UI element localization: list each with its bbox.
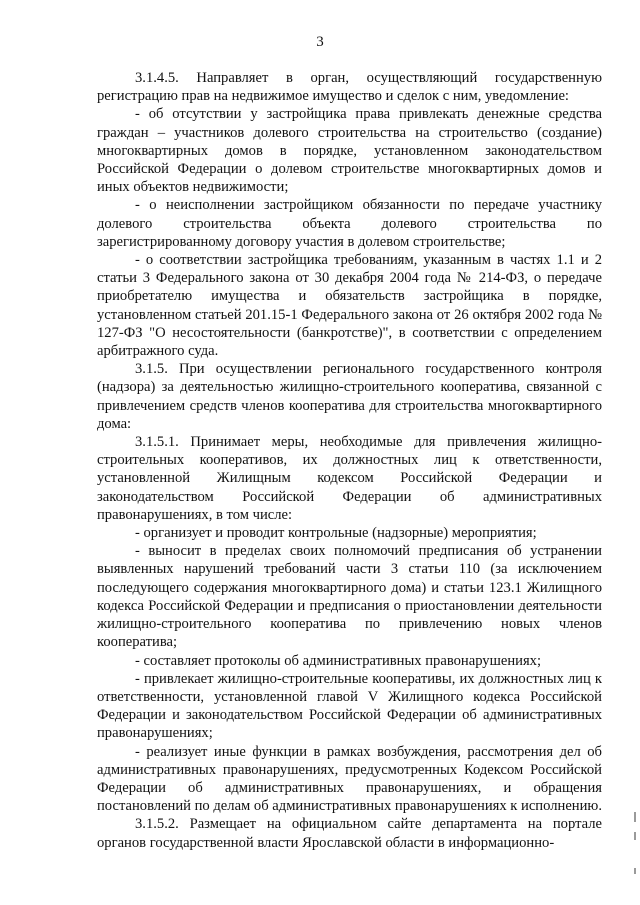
- paragraph-3-1-5: 3.1.5. При осуществлении регионального государственного контроля (надзора) за деятельностью жилищно-строительного кооператива, связанной с привлечением средств членов кооператива для строительства многоквартирного дома:: [97, 361, 602, 432]
- paragraph-developer-compliance: - о соответствии застройщика требованиям, указанным в частях 1.1 и 2 статьи 3 Федерального закона от 30 декабря 2004 года № 214-ФЗ, о передаче приобретателю имущества и обязательств застройщика в порядке, установленном статьей 201.15-1 Федерального закона от 26 октября 2002 года № 127-ФЗ "О несостоятельности (банкротстве)", в соответствии с определением арбитражного суда.: [97, 252, 602, 360]
- paragraph-3-1-4-5: 3.1.4.5. Направляет в орган, осуществляющий государственную регистрацию прав на недвижимое имущество и сделок с ним, уведомление:: [97, 70, 602, 105]
- scan-artifact: [634, 832, 636, 840]
- paragraph-3-1-5-1: 3.1.5.1. Принимает меры, необходимые для привлечения жилищно-строительных кооперативов, их должностных лиц к ответственности, установленной Жилищным кодексом Российской Федерации и законодательством Российской Федерации об административных правонарушениях, в том числе:: [97, 434, 602, 523]
- page-number: 3: [316, 34, 324, 50]
- paragraph-other-functions: - реализует иные функции в рамках возбуждения, рассмотрения дел об административных правонарушениях, предусмотренных Кодексом Российской Федерации об административных правонарушениях, и обращения постановлений по делам об административных правонарушениях к исполнению.: [97, 743, 602, 815]
- scan-artifact: [634, 812, 636, 822]
- paragraph-no-right-to-raise-funds: - об отсутствии у застройщика права привлекать денежные средства граждан – участников долевого строительства на строительство (создание) многоквартирных домов в порядке, установленном законодательством Российской Федерации о долевом строительстве многоквартирных домов и иных объектов недвижимости;: [97, 106, 602, 196]
- paragraph-issues-orders: - выносит в пределах своих полномочий предписания об устранении выявленных нарушений требований части 3 статьи 110 (за исключением последующего содержания многоквартирного дома) и статьи 123.1 Жилищного кодекса Российской Федерации и предписания о приостановлении деятельности жилищно-строительного кооператива по привлечению новых членов кооператива;: [97, 543, 602, 651]
- scan-artifact: [634, 868, 636, 874]
- paragraph-non-fulfillment-transfer: - о неисполнении застройщиком обязанности по передаче участнику долевого строительства объекта долевого строительства по зарегистрированному договору участия в долевом строительстве;: [97, 197, 602, 250]
- paragraph-organizes-inspections: - организует и проводит контрольные (надзорные) мероприятия;: [135, 525, 537, 542]
- paragraph-3-1-5-2: 3.1.5.2. Размещает на официальном сайте департамента на портале органов государственной власти Ярославской области в информационно-: [97, 816, 602, 851]
- document-body: [97, 69, 602, 852]
- paragraph-draws-up-protocols: - составляет протоколы об административных правонарушениях;: [135, 652, 542, 669]
- paragraph-brings-to-responsibility: - привлекает жилищно-строительные кооперативы, их должностных лиц к ответственности, установленной главой V Жилищного кодекса Российской Федерации и законодательством Российской Федерации об административных правонарушениях;: [97, 670, 602, 742]
